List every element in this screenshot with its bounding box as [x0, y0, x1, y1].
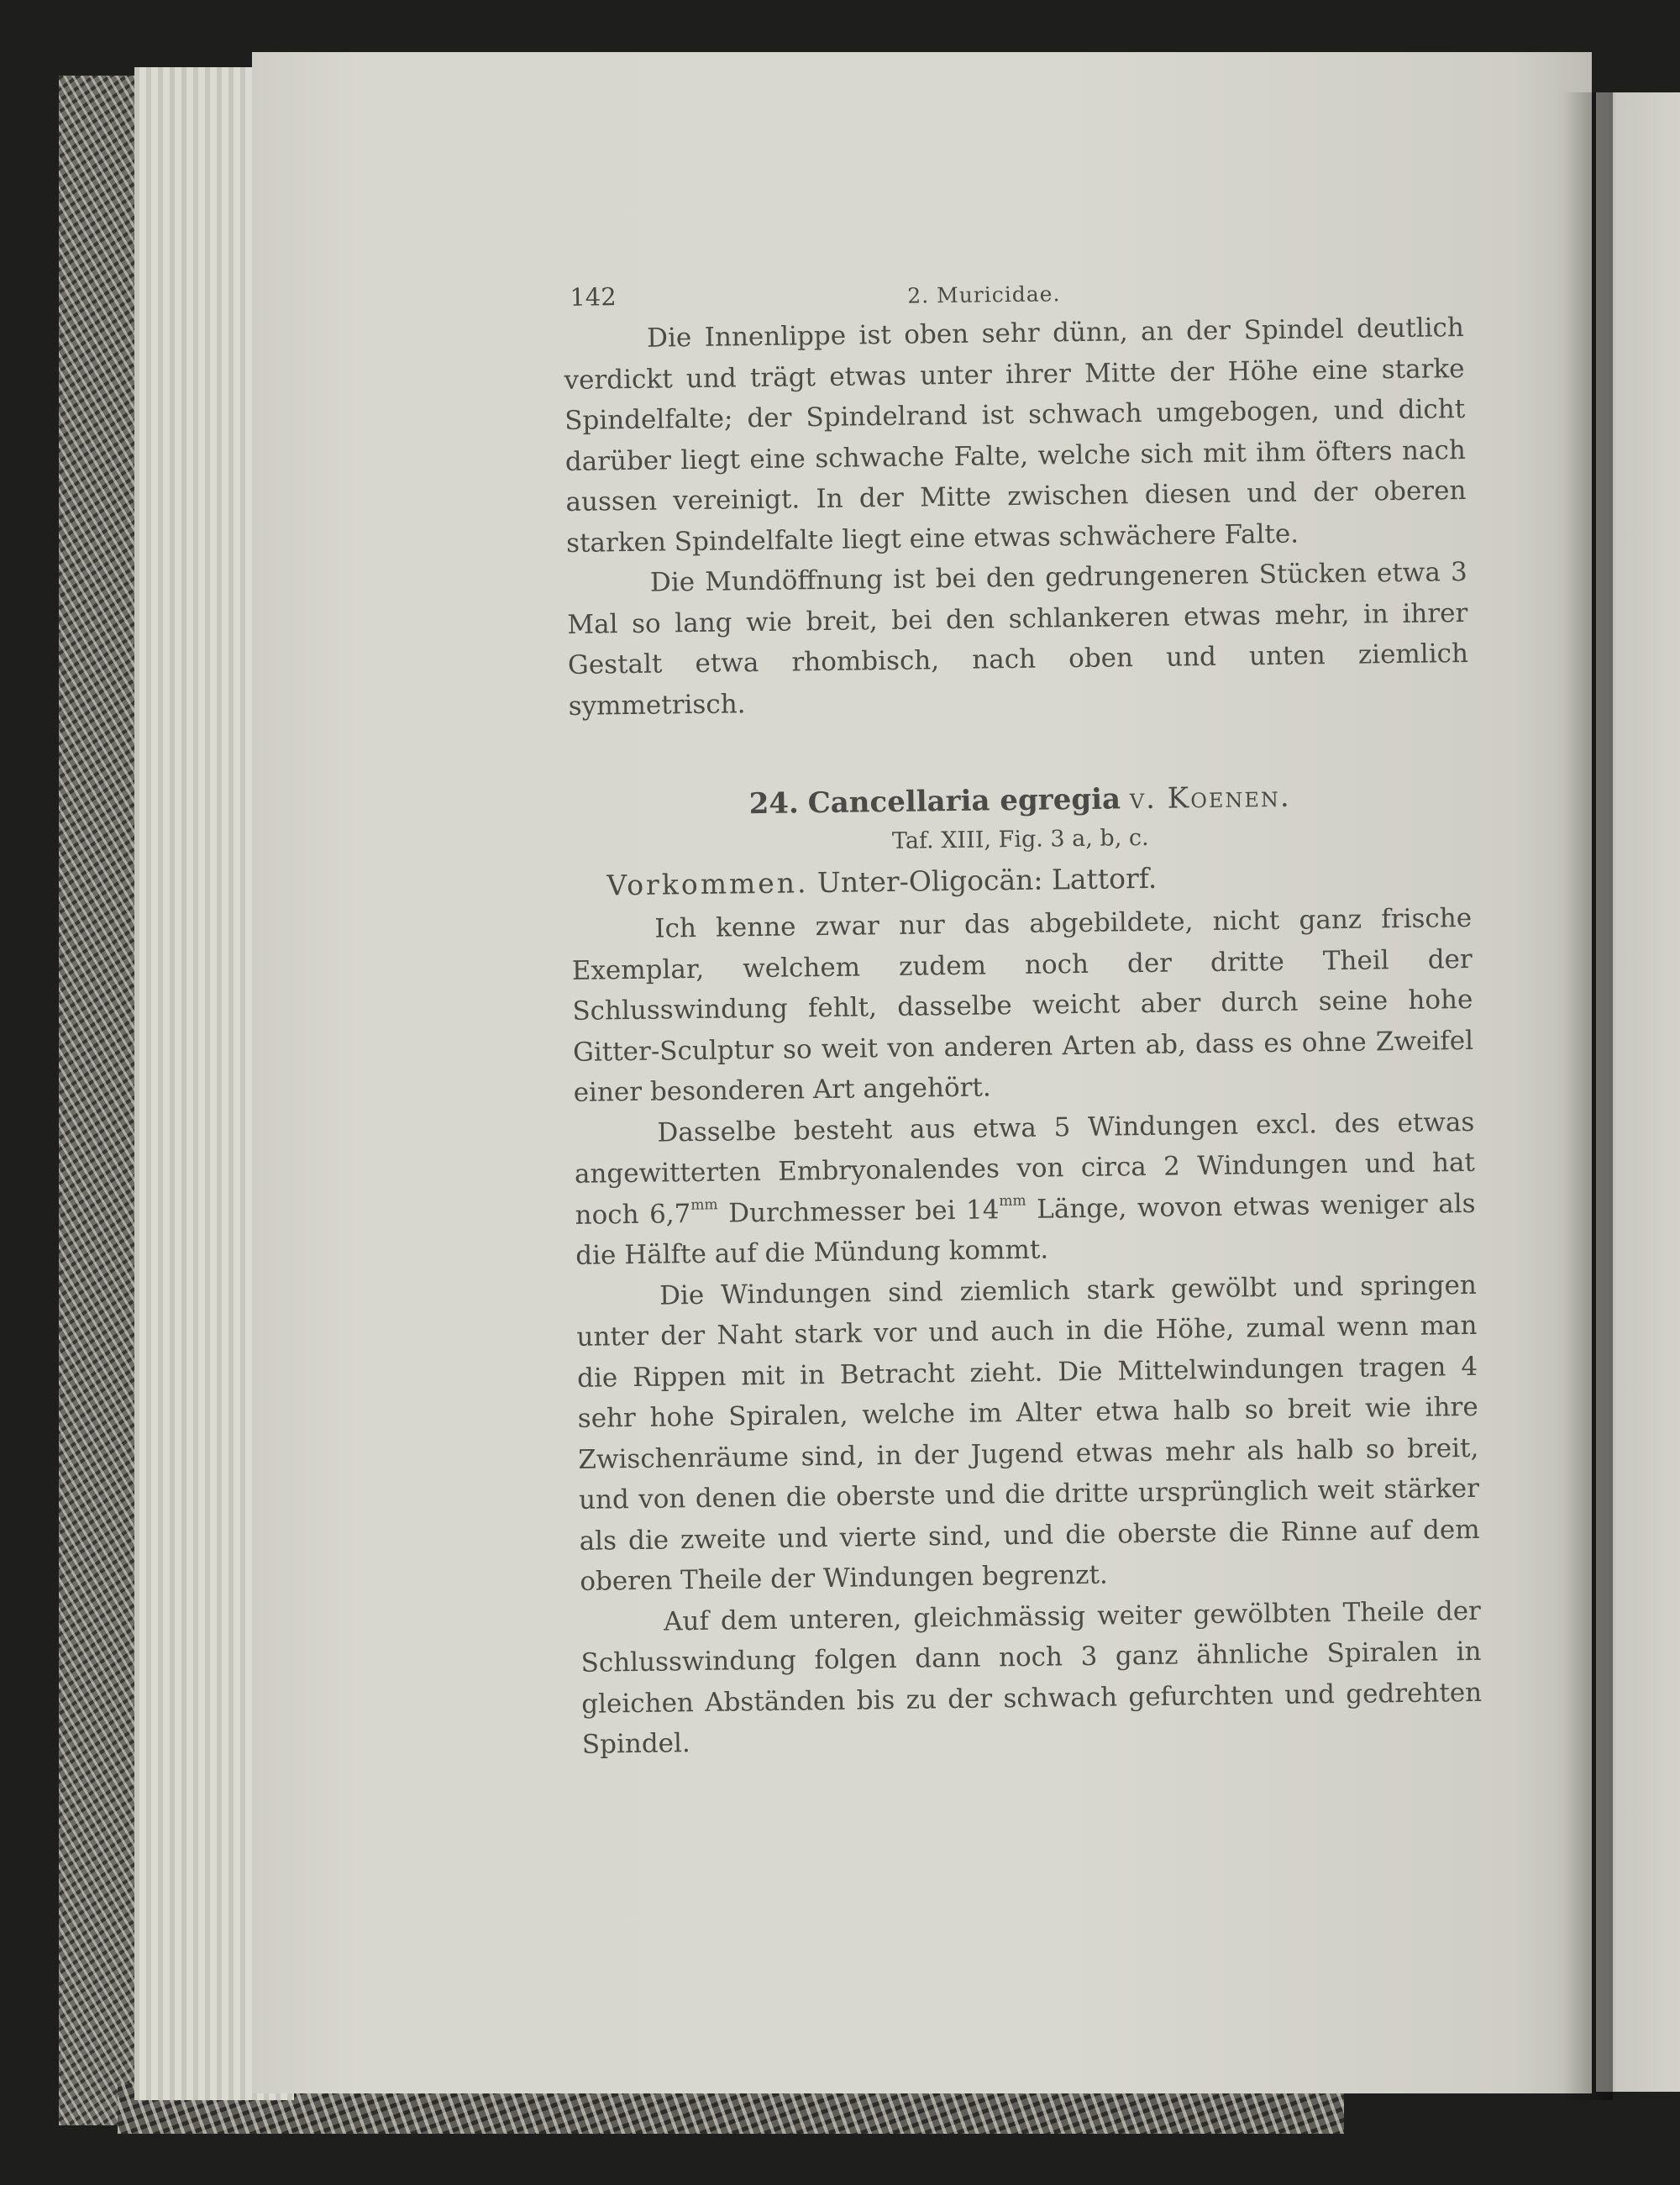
- section-title: 2. Muricidae.: [907, 281, 1061, 308]
- paragraph-inner-lip: Die Innenlippe ist oben sehr dünn, an der Spindel deutlich verdickt und trägt etwas unter ihrer Mitte der Höhe eine starke Spindelfalte; der Spindelrand ist schwach umgebogen, und dicht darüber liegt eine schwache Falte, welche sich mit ihm öfters nach aussen vereinigt. In der Mitte zwischen diesen und der oberen starken Spindelfalte liegt eine etwas schwächere Falte.: [564, 312, 1467, 559]
- paragraph-specimen: Ich kenne zwar nur das abgebildete, nicht ganz frische Exemplar, welchem zudem noch der dritte Theil der Schlusswindung fehlt, dasselbe weicht aber durch seine hohe Gitter-Sculptur so weit von anderen Arten ab, dass es ohne Zweifel einer besonderen Art angehört.: [571, 902, 1474, 1108]
- unit-mm-2: mm: [999, 1192, 1026, 1210]
- text-block: [563, 265, 1483, 1765]
- gutter-shadow: [1562, 92, 1613, 2100]
- paragraph-body-whorl: Auf dem unteren, gleichmässig weiter gewölbten Theile der Schlusswindung folgen dann noch 3 ganz ähnliche Spiralen in gleichen Abständen bis zu der schwach gefurchten und gedrehten Spindel.: [580, 1595, 1483, 1760]
- dimensions-text-1: Dasselbe besteht aus etwa 5 Windungen excl. des etwas angewitterten Embryonalendes von circa 2 Windungen und hat noch 6,7: [574, 1106, 1476, 1231]
- paragraph-aperture: Die Mundöffnung ist bei den gedrungeneren Stücken etwa 3 Mal so lang wie breit, bei den schlankeren etwas mehr, in ihrer Gestalt etwa rhombisch, nach oben und unten ziemlich symmetrisch.: [567, 556, 1469, 722]
- plate-reference: Taf. XIII, Fig. 3 a, b, c.: [891, 824, 1149, 854]
- species-author: v. Koenen.: [1129, 780, 1291, 817]
- occurrence-label: Vorkommen.: [606, 866, 809, 902]
- dimensions-text-3: Länge, wovon etwas weniger als die Hälfte auf die Mündung kommt.: [575, 1188, 1476, 1271]
- page-number: 142: [570, 282, 617, 312]
- paragraph-dimensions: [574, 1101, 1476, 1276]
- species-name: Cancellaria egregia: [807, 782, 1121, 821]
- dimensions-text-2: Durchmesser bei 14: [717, 1194, 1000, 1229]
- paragraph-whorls: Die Windungen sind ziemlich stark gewölbt und springen unter der Naht stark vor und auch in die Höhe, zumal wenn man die Rippen mit in Betracht zieht. Die Mittelwindungen tragen 4 sehr hohe Spiralen, welche im Alter etwa halb so breit wie ihre Zwischenräume sind, in der Jugend etwas mehr als halb so breit, und von denen die oberste und die dritte ursprünglich weit stärker als die zweite und vierte sind, und die oberste die Rinne auf dem oberen Theile der Windungen begrenzt.: [576, 1269, 1480, 1597]
- unit-mm-1: mm: [690, 1195, 718, 1214]
- occurrence-value: Unter-Oligocän: Lattorf.: [816, 861, 1158, 900]
- species-number: 24.: [748, 786, 800, 822]
